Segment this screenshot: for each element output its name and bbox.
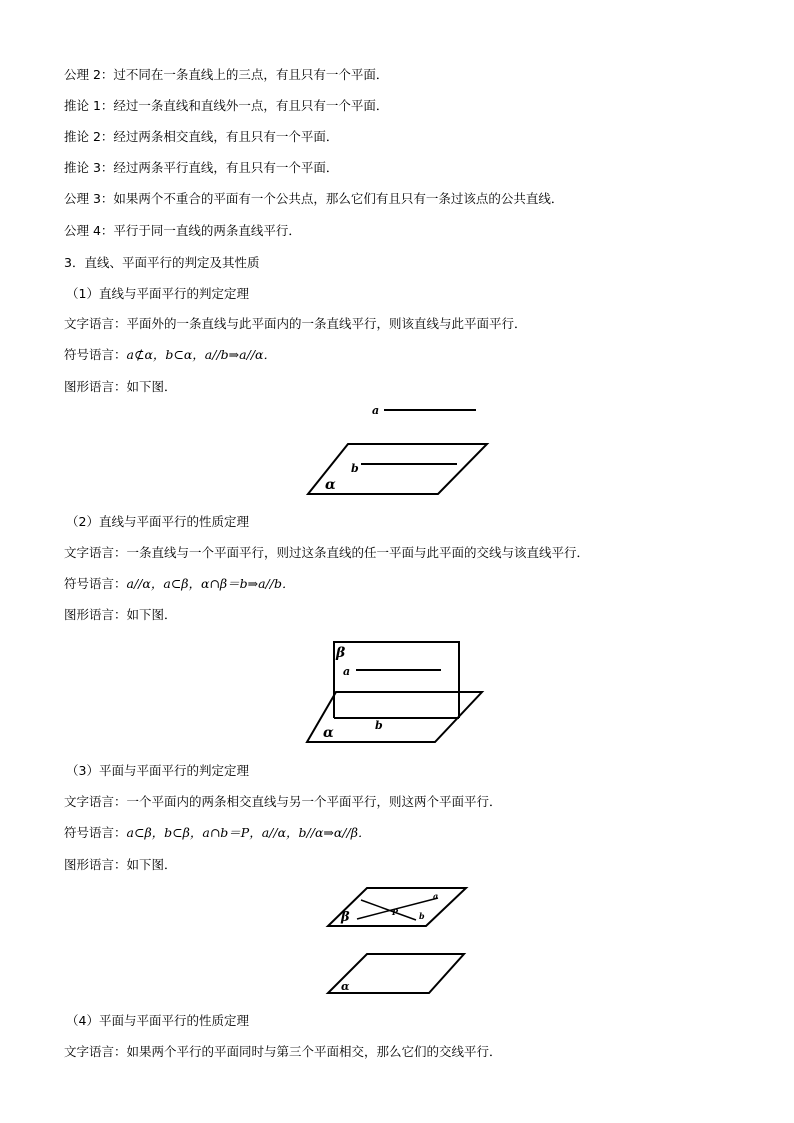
label-b: b bbox=[419, 911, 425, 921]
theorem-2-text: 文字语言：一条直线与一个平面平行，则过这条直线的任一平面与此平面的交线与该直线平行． bbox=[64, 545, 590, 560]
label-b: b bbox=[375, 719, 383, 732]
theorem-2-symbol bbox=[64, 576, 294, 592]
symbol-expression: a⊂β，b⊂β，a∩b＝P，a//α，b//α⇒α//β． bbox=[126, 825, 371, 840]
symbol-prefix: 符号语言： bbox=[64, 825, 127, 840]
axiom-2: 公理 2：过不同在一条直线上的三点，有且只有一个平面． bbox=[64, 67, 389, 82]
theorem-1-symbol bbox=[64, 347, 276, 363]
label-a: a bbox=[433, 891, 439, 901]
theorem-4-heading: （4）平面与平面平行的性质定理 bbox=[66, 1013, 249, 1028]
plane-beta bbox=[334, 642, 459, 718]
label-alpha: α bbox=[323, 725, 334, 741]
symbol-expression: a//α，a⊂β，α∩β＝b⇒a//b． bbox=[126, 576, 295, 591]
theorem-3-heading: （3）平面与平面平行的判定定理 bbox=[66, 763, 249, 778]
axiom-4: 公理 4：平行于同一直线的两条直线平行． bbox=[64, 223, 301, 238]
figure-plane-plane-parallel-criterion bbox=[320, 880, 470, 998]
label-a: a bbox=[372, 404, 380, 417]
symbol-prefix: 符号语言： bbox=[64, 576, 127, 591]
figure-line-plane-parallel-property bbox=[300, 636, 490, 748]
label-a: a bbox=[343, 665, 351, 678]
line-b bbox=[361, 900, 416, 920]
corollary-3: 推论 3：经过两条平行直线，有且只有一个平面． bbox=[64, 160, 339, 175]
label-b: b bbox=[351, 462, 359, 475]
corollary-1: 推论 1：经过一条直线和直线外一点，有且只有一个平面． bbox=[64, 98, 389, 113]
label-beta: β bbox=[341, 910, 350, 925]
label-alpha: α bbox=[341, 980, 350, 993]
theorem-4-text: 文字语言：如果两个平行的平面同时与第三个平面相交，那么它们的交线平行． bbox=[64, 1044, 502, 1059]
theorem-3-symbol bbox=[64, 825, 370, 841]
theorem-2-heading: （2）直线与平面平行的性质定理 bbox=[66, 514, 249, 529]
theorem-3-graph-caption: 图形语言：如下图． bbox=[64, 857, 177, 872]
label-beta: β bbox=[336, 645, 346, 661]
corollary-2: 推论 2：经过两条相交直线，有且只有一个平面． bbox=[64, 129, 339, 144]
label-P: P bbox=[392, 907, 399, 917]
label-alpha: α bbox=[325, 477, 336, 493]
theorem-2-graph-caption: 图形语言：如下图． bbox=[64, 607, 177, 622]
symbol-prefix: 符号语言： bbox=[64, 347, 127, 362]
axiom-3: 公理 3：如果两个不重合的平面有一个公共点，那么它们有且只有一条过该点的公共直线． bbox=[64, 191, 564, 206]
figure-line-plane-parallel-criterion bbox=[300, 398, 500, 500]
theorem-1-text: 文字语言：平面外的一条直线与此平面内的一条直线平行，则该直线与此平面平行． bbox=[64, 316, 527, 331]
theorem-3-text: 文字语言：一个平面内的两条相交直线与另一个平面平行，则这两个平面平行． bbox=[64, 794, 502, 809]
theorem-1-graph-caption: 图形语言：如下图． bbox=[64, 379, 177, 394]
symbol-expression: a⊄α，b⊂α，a//b⇒a//α． bbox=[126, 347, 276, 362]
theorem-1-heading: （1）直线与平面平行的判定定理 bbox=[66, 286, 249, 301]
section-3-title: 3．直线、平面平行的判定及其性质 bbox=[64, 255, 260, 270]
